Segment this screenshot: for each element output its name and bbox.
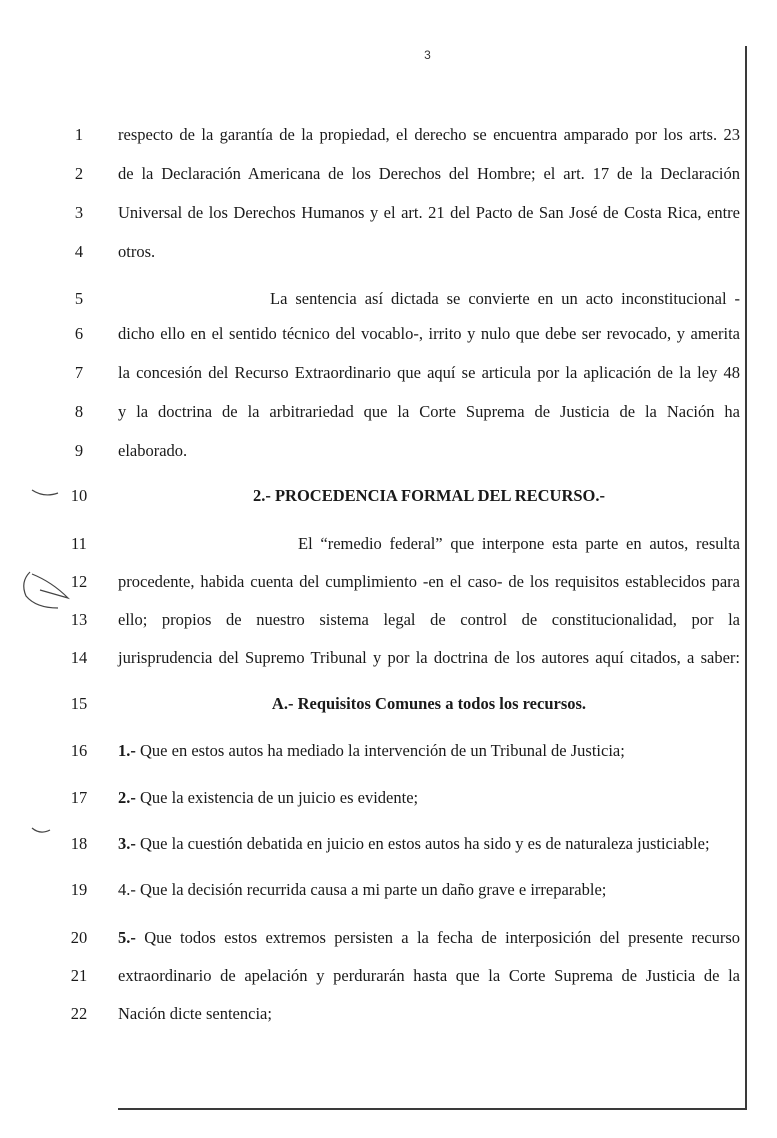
text-line — [0, 437, 777, 465]
line-text: elaborado. — [118, 441, 188, 460]
text-line — [0, 606, 777, 634]
line-text: la concesión del Recurso Extraordinario que aquí se articula por la aplicación de la ley 48 — [118, 363, 740, 382]
line-text — [118, 737, 740, 765]
text-line — [0, 359, 777, 387]
line-text: otros. — [118, 242, 156, 261]
line-text: Universal de los Derechos Humanos y el art. 21 del Pacto de San José de Costa Rica, entre — [118, 203, 740, 222]
text-line — [0, 962, 777, 990]
line-text: Nación dicte sentencia; — [118, 1004, 272, 1023]
section-heading-line — [0, 482, 777, 510]
line-number: 4 — [74, 242, 84, 261]
line-number: 18 — [70, 834, 88, 853]
text-line — [0, 238, 777, 266]
text-line — [0, 398, 777, 426]
line-number: 21 — [70, 966, 88, 985]
line-number: 5 — [74, 289, 84, 308]
line-text — [118, 924, 740, 952]
text-line — [0, 568, 777, 596]
text-line — [0, 121, 777, 149]
item-text: Que la existencia de un juicio es evidente; — [135, 788, 419, 807]
page-number: 3 — [424, 48, 431, 62]
line-text: El “remedio federal” que interpone esta parte en autos, resulta — [298, 534, 740, 553]
text-line — [0, 199, 777, 227]
line-text: extraordinario de apelación y perdurarán hasta que la Corte Suprema de Justicia de la — [118, 966, 740, 985]
line-number: 9 — [74, 441, 84, 460]
line-text: procedente, habida cuenta del cumplimiento -en el caso- de los requisitos establecidos para — [118, 572, 740, 591]
line-text — [118, 830, 740, 858]
text-line — [0, 530, 777, 558]
line-text: de la Declaración Americana de los Derechos del Hombre; el art. 17 de la Declaración — [118, 164, 740, 183]
item-number: 5.- — [118, 928, 136, 947]
list-item — [0, 737, 777, 765]
line-number: 15 — [70, 694, 88, 713]
line-number: 7 — [74, 363, 84, 382]
line-number: 12 — [70, 572, 88, 591]
list-item — [0, 924, 777, 952]
line-number: 22 — [70, 1004, 88, 1023]
item-number: 1.- — [118, 741, 136, 760]
list-item — [0, 876, 777, 904]
text-line — [0, 320, 777, 348]
section-heading: 2.- PROCEDENCIA FORMAL DEL RECURSO.- — [252, 486, 606, 505]
text-line — [0, 644, 777, 672]
line-text — [118, 784, 740, 812]
line-text: y la doctrina de la arbitrariedad que la Corte Suprema de Justicia de la Nación ha — [118, 402, 740, 421]
line-text: dicho ello en el sentido técnico del vocablo-, irrito y nulo que debe ser revocado, y amerita — [118, 324, 740, 343]
line-number: 13 — [70, 610, 88, 629]
line-number: 8 — [74, 402, 84, 421]
line-text: respecto de la garantía de la propiedad, el derecho se encuentra amparado por los arts. 23 — [118, 125, 740, 144]
line-number: 11 — [71, 534, 87, 553]
subheading-line — [0, 690, 777, 718]
line-number: 6 — [74, 324, 84, 343]
item-number: 2.- — [118, 788, 136, 807]
text-line — [0, 285, 777, 313]
list-item — [0, 830, 777, 858]
line-text: jurisprudencia del Supremo Tribunal y por la doctrina de los autores aquí citados, a saber: — [118, 648, 740, 667]
line-number: 3 — [74, 203, 84, 222]
item-text: Que todos estos extremos persisten a la fecha de interposición del presente recurso — [135, 928, 740, 947]
line-number: 19 — [70, 880, 88, 899]
line-number: 1 — [74, 125, 84, 144]
line-number: 10 — [70, 486, 88, 505]
subheading: A.- Requisitos Comunes a todos los recursos. — [271, 694, 587, 713]
line-text: 4.- Que la decisión recurrida causa a mi parte un daño grave e irreparable; — [118, 880, 607, 899]
line-number: 14 — [70, 648, 88, 667]
text-line — [0, 160, 777, 188]
line-text: ello; propios de nuestro sistema legal de control de constitucionalidad, por la — [118, 610, 740, 629]
line-number: 2 — [74, 164, 84, 183]
line-text: La sentencia así dictada se convierte en un acto inconstitucional - — [270, 289, 740, 308]
item-number: 3.- — [118, 834, 136, 853]
line-number: 17 — [70, 788, 88, 807]
item-text: Que la cuestión debatida en juicio en estos autos ha sido y es de naturaleza justiciable; — [135, 834, 710, 853]
bottom-rule — [118, 1108, 747, 1110]
list-item — [0, 784, 777, 812]
line-number: 20 — [70, 928, 88, 947]
text-line — [0, 1000, 777, 1028]
line-number: 16 — [70, 741, 88, 760]
item-text: Que en estos autos ha mediado la intervención de un Tribunal de Justicia; — [135, 741, 625, 760]
